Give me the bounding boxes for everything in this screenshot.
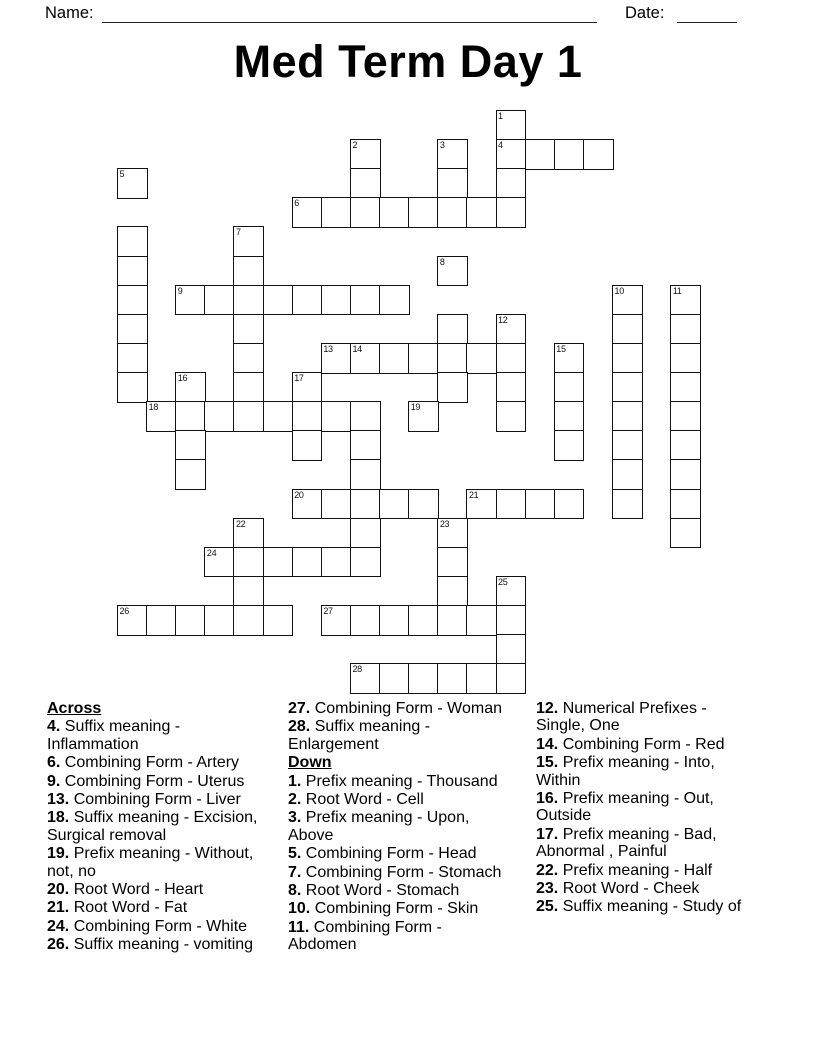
grid-cell[interactable] [670, 372, 701, 403]
clue-item-19 [47, 845, 282, 880]
grid-cell[interactable] [437, 576, 468, 607]
grid-cell-27[interactable] [321, 605, 352, 636]
grid-cell[interactable] [292, 285, 323, 316]
clue-line: 28. Suffix meaning - [288, 718, 431, 736]
grid-cell-1[interactable] [496, 110, 527, 141]
clue-item-11 [288, 919, 530, 954]
clue-line: 14. Combining Form - Red [536, 735, 725, 753]
grid-cell[interactable] [437, 168, 468, 199]
grid-cell[interactable] [466, 343, 497, 374]
grid-cell[interactable] [554, 372, 585, 403]
grid-cell[interactable] [350, 547, 381, 578]
crossword-grid [117, 110, 717, 710]
grid-cell[interactable] [117, 343, 148, 374]
clue-line: 20. Root Word - Heart [47, 881, 204, 899]
grid-cell[interactable] [437, 605, 468, 636]
grid-cell-26[interactable] [117, 605, 148, 636]
grid-cell[interactable] [554, 401, 585, 432]
header-row [0, 4, 816, 28]
grid-cell[interactable] [321, 401, 352, 432]
clue-line: 1. Prefix meaning - Thousand [288, 772, 498, 790]
cell-number: 23 [439, 518, 450, 529]
grid-cell-24[interactable] [204, 547, 235, 578]
grid-cell[interactable] [525, 139, 556, 170]
grid-cell-17[interactable] [292, 372, 323, 403]
clue-item-17 [536, 826, 801, 861]
grid-cell-11[interactable] [670, 285, 701, 316]
grid-cell[interactable] [670, 518, 701, 549]
clue-item-3 [288, 809, 530, 844]
grid-cell[interactable] [146, 605, 177, 636]
clue-item-4 [47, 718, 282, 753]
clue-line: 21. Root Word - Fat [47, 899, 188, 917]
clue-line: 13. Combining Form - Liver [47, 791, 241, 809]
grid-cell[interactable] [321, 285, 352, 316]
clue-line: Inflammation [47, 735, 139, 753]
clue-line: 18. Suffix meaning - Excision, [47, 809, 258, 827]
grid-cell[interactable] [233, 547, 264, 578]
clue-item-23 [536, 880, 801, 897]
grid-cell[interactable] [350, 197, 381, 228]
clue-line: 27. Combining Form - Woman [288, 700, 503, 717]
clue-line: 12. Numerical Prefixes - [536, 700, 707, 717]
clue-line: not, no [47, 862, 96, 880]
cell-number: 3 [439, 140, 445, 151]
clue-line: 17. Prefix meaning - Bad, [536, 825, 717, 843]
grid-cell[interactable] [233, 401, 264, 432]
grid-cell[interactable] [204, 401, 235, 432]
clue-line: Outside [536, 807, 592, 825]
cell-number: 8 [439, 256, 445, 267]
grid-cell[interactable] [670, 459, 701, 490]
grid-cell[interactable] [408, 605, 439, 636]
clue-item-16 [536, 790, 801, 825]
clue-column-1 [47, 700, 282, 955]
grid-cell-21[interactable] [466, 489, 497, 520]
grid-cell[interactable] [466, 197, 497, 228]
clue-item-12 [536, 700, 801, 735]
clue-line: 16. Prefix meaning - Out, [536, 790, 714, 808]
grid-cell-25[interactable] [496, 576, 527, 607]
clue-line: 5. Combining Form - Head [288, 845, 477, 863]
grid-cell[interactable] [350, 168, 381, 199]
grid-cell[interactable] [233, 605, 264, 636]
cell-number: 7 [235, 227, 241, 238]
clue-item-27 [288, 700, 530, 717]
clue-item-22 [536, 862, 801, 879]
cell-number: 11 [672, 285, 682, 296]
clue-line: Abnormal , Painful [536, 843, 667, 861]
grid-cell[interactable] [204, 285, 235, 316]
clue-line: Above [288, 826, 334, 844]
cell-number: 21 [468, 489, 479, 500]
clue-line: 4. Suffix meaning - [47, 718, 181, 736]
grid-cell[interactable] [408, 489, 439, 520]
clue-line: Abdomen [288, 936, 357, 954]
grid-cell[interactable] [437, 372, 468, 403]
clue-item-6 [47, 754, 282, 771]
clue-item-28 [288, 718, 530, 753]
grid-cell[interactable] [670, 314, 701, 345]
clue-item-7 [288, 864, 530, 881]
grid-cell-22[interactable] [233, 518, 264, 549]
clue-line: 23. Root Word - Cheek [536, 880, 700, 898]
cell-number: 17 [294, 373, 304, 384]
cell-number: 13 [323, 343, 333, 354]
grid-cell[interactable] [670, 430, 701, 461]
grid-cell[interactable] [263, 605, 294, 636]
grid-cell[interactable] [496, 663, 527, 694]
grid-cell-8[interactable] [437, 256, 468, 287]
grid-cell[interactable] [321, 489, 352, 520]
page-title: Med Term Day 1 [233, 36, 583, 87]
grid-cell[interactable] [263, 401, 294, 432]
grid-cell[interactable] [379, 197, 410, 228]
grid-cell[interactable] [670, 401, 701, 432]
cell-number: 19 [410, 402, 421, 413]
grid-cell-6[interactable] [292, 197, 323, 228]
cell-number: 15 [556, 343, 566, 354]
grid-cell-28[interactable] [350, 663, 381, 694]
grid-cell[interactable] [612, 489, 643, 520]
grid-cell[interactable] [233, 343, 264, 374]
grid-cell[interactable] [496, 343, 527, 374]
grid-cell[interactable] [117, 226, 148, 257]
grid-cell[interactable] [496, 634, 527, 665]
clue-line: Surgical removal [47, 826, 167, 844]
grid-cell[interactable] [350, 401, 381, 432]
grid-cell[interactable] [117, 314, 148, 345]
clue-item-26 [47, 936, 282, 953]
clue-item-25 [536, 898, 801, 915]
cell-number: 27 [323, 606, 333, 617]
clue-line: 15. Prefix meaning - Into, [536, 754, 715, 772]
grid-cell[interactable] [350, 459, 381, 490]
grid-cell[interactable] [525, 489, 556, 520]
date-label: Date: [625, 4, 665, 22]
grid-cell[interactable] [554, 489, 585, 520]
grid-cell-9[interactable] [175, 285, 206, 316]
grid-cell-14[interactable] [350, 343, 381, 374]
cell-number: 16 [177, 373, 188, 384]
grid-cell[interactable] [408, 343, 439, 374]
cell-number: 6 [294, 198, 299, 209]
grid-cell[interactable] [175, 605, 206, 636]
grid-cell[interactable] [321, 197, 352, 228]
clue-line: 8. Root Word - Stomach [288, 882, 460, 900]
grid-cell[interactable] [350, 605, 381, 636]
cell-number: 1 [498, 111, 503, 121]
grid-cell[interactable] [117, 256, 148, 287]
name-label: Name: [45, 4, 94, 22]
grid-cell[interactable] [379, 343, 410, 374]
clue-item-14 [536, 736, 801, 753]
grid-cell-13[interactable] [321, 343, 352, 374]
grid-cell[interactable] [379, 663, 410, 694]
grid-cell[interactable] [350, 285, 381, 316]
grid-cell[interactable] [292, 547, 323, 578]
cell-number: 4 [498, 140, 503, 151]
grid-cell[interactable] [350, 430, 381, 461]
clue-item-2 [288, 791, 530, 808]
grid-cell[interactable] [496, 605, 527, 636]
grid-cell-7[interactable] [233, 226, 264, 257]
grid-cell[interactable] [466, 605, 497, 636]
clue-line: 22. Prefix meaning - Half [536, 861, 713, 879]
grid-cell[interactable] [437, 547, 468, 578]
clue-line: 19. Prefix meaning - Without, [47, 845, 254, 863]
clue-list-header-down: Down [288, 754, 332, 772]
clue-item-1 [288, 773, 530, 790]
grid-cell[interactable] [117, 372, 148, 403]
grid-cell[interactable] [437, 663, 468, 694]
cell-number: 2 [352, 140, 358, 151]
grid-cell-2[interactable] [350, 139, 381, 170]
cell-number: 22 [235, 518, 246, 529]
clue-item-20 [47, 881, 282, 898]
clue-item-24 [47, 918, 282, 935]
grid-cell[interactable] [612, 314, 643, 345]
cell-number: 9 [177, 285, 183, 296]
clue-line: 9. Combining Form - Uterus [47, 772, 245, 790]
grid-cell[interactable] [321, 547, 352, 578]
clue-item-13 [47, 791, 282, 808]
cell-number: 12 [498, 314, 508, 325]
clue-column-3 [536, 700, 801, 917]
grid-cell[interactable] [379, 489, 410, 520]
cell-number: 26 [119, 606, 129, 617]
grid-cell[interactable] [379, 605, 410, 636]
clue-item-9 [47, 773, 282, 790]
grid-cell[interactable] [583, 139, 614, 170]
grid-cell[interactable] [437, 197, 468, 228]
grid-cell[interactable] [408, 197, 439, 228]
grid-cell-15[interactable] [554, 343, 585, 374]
grid-cell[interactable] [612, 372, 643, 403]
grid-cell[interactable] [175, 459, 206, 490]
clue-line: 24. Combining Form - White [47, 917, 248, 935]
grid-cell-4[interactable] [496, 139, 527, 170]
clue-line: Single, One [536, 717, 620, 735]
clue-line: 7. Combining Form - Stomach [288, 863, 502, 881]
clue-item-18 [47, 809, 282, 844]
grid-cell[interactable] [437, 314, 468, 345]
grid-cell[interactable] [496, 168, 527, 199]
grid-cell[interactable] [233, 576, 264, 607]
grid-cell[interactable] [292, 401, 323, 432]
grid-cell[interactable] [175, 430, 206, 461]
clue-line: Within [536, 771, 581, 789]
clue-line: 10. Combining Form - Skin [288, 900, 479, 918]
grid-cell[interactable] [496, 489, 527, 520]
grid-cell[interactable] [379, 285, 410, 316]
grid-cell-18[interactable] [146, 401, 177, 432]
grid-cell[interactable] [496, 197, 527, 228]
grid-cell[interactable] [554, 430, 585, 461]
grid-cell[interactable] [233, 372, 264, 403]
grid-cell[interactable] [117, 285, 148, 316]
grid-cell[interactable] [612, 459, 643, 490]
clue-column-2 [288, 700, 530, 955]
grid-cell[interactable] [350, 489, 381, 520]
grid-cell-12[interactable] [496, 314, 527, 345]
grid-cell[interactable] [408, 663, 439, 694]
grid-cell[interactable] [175, 401, 206, 432]
grid-cell-19[interactable] [408, 401, 439, 432]
grid-cell-3[interactable] [437, 139, 468, 170]
clue-line: 26. Suffix meaning - vomiting [47, 936, 254, 954]
grid-cell-10[interactable] [612, 285, 643, 316]
cell-number: 10 [614, 285, 624, 296]
clue-line: 25. Suffix meaning - Study of [536, 898, 742, 916]
clue-line: Enlargement [288, 735, 379, 753]
grid-cell[interactable] [670, 343, 701, 374]
clue-list-header-across: Across [47, 700, 102, 717]
cell-number: 5 [119, 169, 125, 180]
grid-cell[interactable] [554, 139, 585, 170]
grid-cell[interactable] [233, 285, 264, 316]
grid-cell[interactable] [263, 285, 294, 316]
grid-cell[interactable] [496, 401, 527, 432]
clue-item-8 [288, 882, 530, 899]
grid-cell[interactable] [437, 343, 468, 374]
grid-cell[interactable] [496, 372, 527, 403]
clue-item-21 [47, 899, 282, 916]
grid-cell[interactable] [233, 314, 264, 345]
grid-cell-16[interactable] [175, 372, 206, 403]
clue-line: 11. Combining Form - [288, 918, 442, 936]
clue-item-15 [536, 754, 801, 789]
grid-cell[interactable] [670, 489, 701, 520]
grid-cell[interactable] [612, 343, 643, 374]
cell-number: 28 [352, 664, 362, 675]
name-blank-line [102, 4, 597, 23]
grid-cell[interactable] [263, 547, 294, 578]
clue-line: 3. Prefix meaning - Upon, [288, 809, 470, 827]
clue-line: 2. Root Word - Cell [288, 791, 424, 809]
cell-number: 24 [206, 547, 217, 558]
date-blank-line [677, 4, 737, 23]
grid-cell[interactable] [350, 518, 381, 549]
cell-number: 18 [148, 402, 159, 413]
grid-cell[interactable] [612, 430, 643, 461]
grid-cell-5[interactable] [117, 168, 148, 199]
grid-cell[interactable] [204, 605, 235, 636]
grid-cell-20[interactable] [292, 489, 323, 520]
grid-cell-23[interactable] [437, 518, 468, 549]
clue-item-5 [288, 845, 530, 862]
grid-cell[interactable] [466, 663, 497, 694]
grid-cell[interactable] [292, 430, 323, 461]
clue-line: 6. Combining Form - Artery [47, 754, 240, 772]
grid-cell[interactable] [612, 401, 643, 432]
cell-number: 25 [498, 576, 508, 587]
cell-number: 14 [352, 343, 362, 354]
clue-item-10 [288, 900, 530, 917]
cell-number: 20 [294, 489, 304, 500]
grid-cell[interactable] [233, 256, 264, 287]
